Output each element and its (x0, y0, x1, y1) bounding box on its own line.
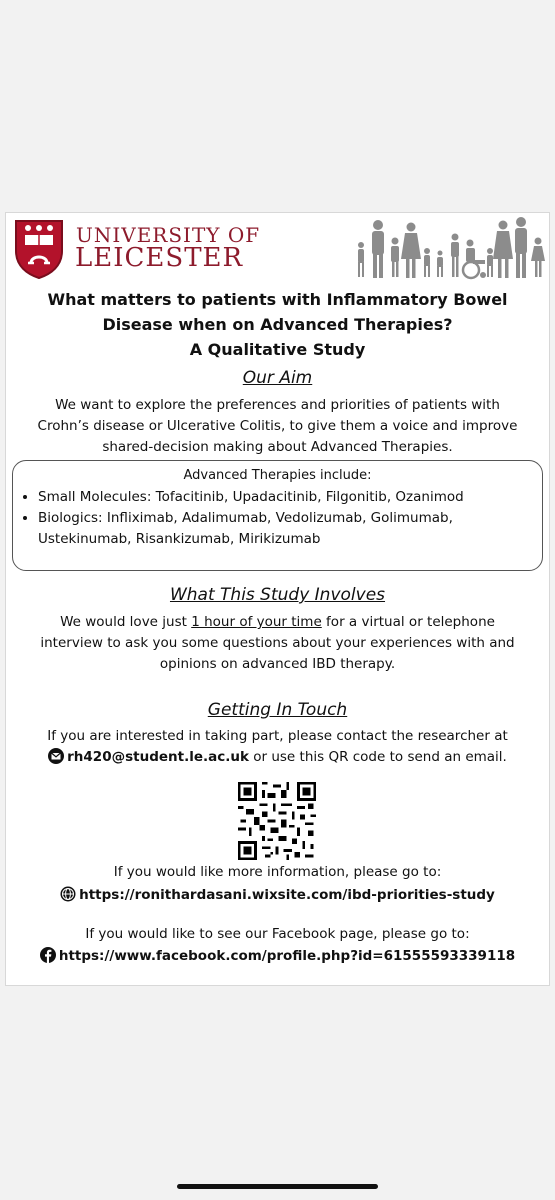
website-link[interactable]: https://ronithardasani.wixsite.com/ibd-priorities-study (79, 887, 495, 903)
therapies-list (13, 487, 542, 550)
involves-post: for a virtual or telephone (321, 614, 495, 630)
involves-text (14, 612, 541, 675)
contact-line-1: If you are interested in taking part, please contact the researcher at (47, 728, 508, 744)
facebook-text: If you would like to see our Facebook page, please go to: (85, 926, 470, 942)
contact-text (14, 726, 541, 768)
list-item: • Small Molecules: Tofacitinib, Upadacitinib, Filgonitib, Ozanimod (38, 487, 542, 508)
therapies-box (12, 460, 543, 571)
title-line-3: A Qualitative Study (189, 340, 366, 359)
title-line-1: What matters to patients with Inflammatory Bowel (47, 290, 508, 309)
list-item: • Biologics: Infliximab, Adalimumab, Vedolizumab, Golimumab, Ustekinumab, Risankizumab, Mirikizumab (38, 508, 542, 550)
aim-heading: Our Aim (242, 368, 313, 388)
home-indicator[interactable] (177, 1184, 378, 1189)
contact-line-2 (14, 747, 541, 768)
involves-line-1 (14, 612, 541, 633)
involves-line-2: interview to ask you some questions about your experiences with and (40, 635, 515, 651)
involves-line-3: opinions on advanced IBD therapy. (159, 656, 396, 672)
qr-code[interactable] (238, 782, 316, 860)
facebook-link-line (6, 947, 549, 964)
email-link[interactable]: rh420@student.le.ac.uk (67, 749, 249, 765)
shield-icon (13, 218, 65, 280)
email-icon (48, 748, 64, 764)
contact-line-2-post: or use this QR code to send an email. (248, 749, 507, 765)
poster-title (6, 287, 549, 362)
aim-line-3: shared-decision making about Advanced Therapies. (102, 439, 453, 455)
therapies-heading: Advanced Therapies include: (183, 468, 372, 483)
contact-heading: Getting In Touch (207, 700, 348, 720)
logo-leicester: LEICESTER (75, 243, 244, 273)
globe-icon (60, 886, 76, 902)
more-info-text: If you would like more information, please go to: (113, 864, 442, 880)
more-info-link-line (6, 886, 549, 903)
aim-text (14, 395, 541, 458)
facebook-icon (40, 947, 56, 963)
logo-university-of: UNIVERSITY OF (76, 223, 261, 247)
aim-line-2: Crohn’s disease or Ulcerative Colitis, to give them a voice and improve (37, 418, 518, 434)
poster (5, 212, 550, 986)
people-silhouettes (355, 215, 547, 281)
involves-pre: We would love just (60, 614, 192, 630)
involves-heading: What This Study Involves (169, 585, 386, 605)
aim-line-1: We want to explore the preferences and priorities of patients with (55, 397, 500, 413)
time-highlight: 1 hour of your time (191, 614, 322, 630)
title-line-2: Disease when on Advanced Therapies? (102, 315, 453, 334)
facebook-link[interactable]: https://www.facebook.com/profile.php?id=61555593339118 (58, 948, 516, 964)
